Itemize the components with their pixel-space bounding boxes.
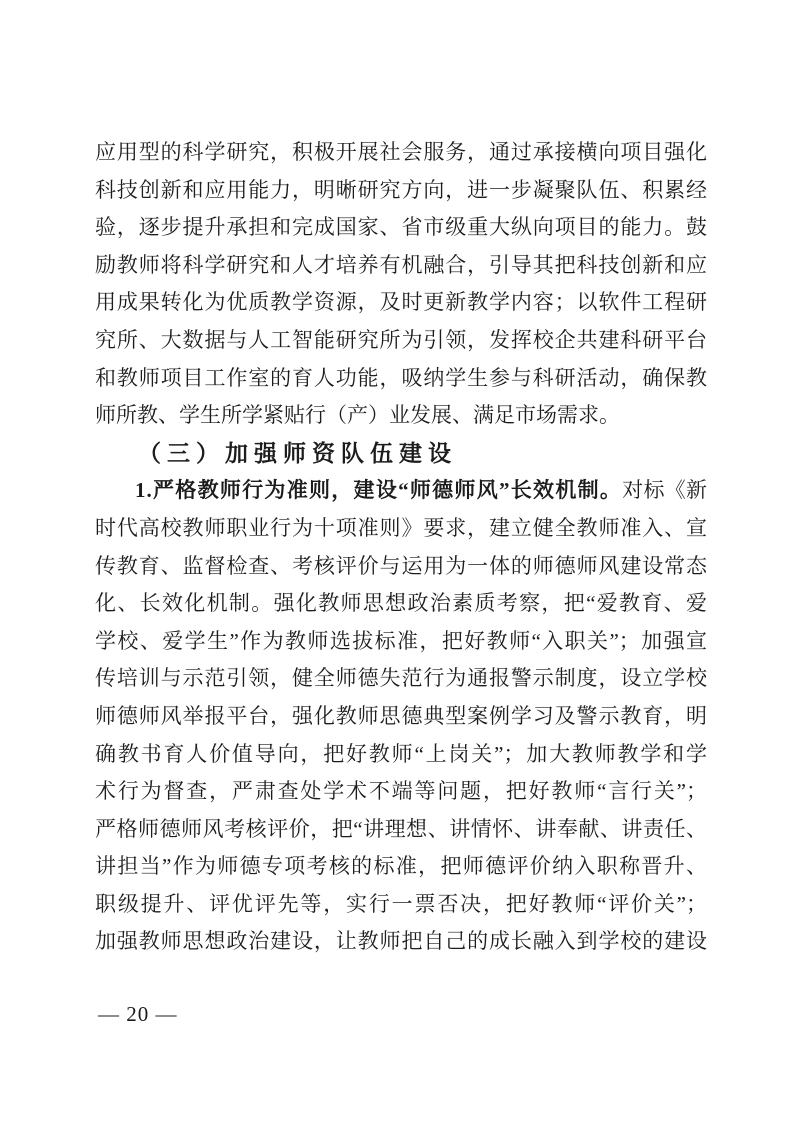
text-line	[95, 848, 707, 886]
text-line	[95, 886, 707, 924]
text-line	[95, 811, 707, 849]
bold-text: （三）加强师资队伍建设	[138, 440, 457, 466]
text-line	[95, 322, 707, 360]
text-line	[95, 698, 707, 736]
bold-text: 1.严格教师行为准则，建设“师德师风”长效机制。	[135, 478, 623, 503]
text-line	[95, 247, 707, 285]
text-line	[95, 510, 707, 548]
body-text: 用成果转化为优质教学资源，及时更新教学内容；以软件工程研	[95, 290, 707, 315]
body-text: 确教书育人价值导向，把好教师“上岗关”；加大教师教学和学	[95, 741, 707, 766]
text-line	[95, 284, 707, 322]
section-heading	[95, 435, 707, 473]
body-text: 严格师德师风考核评价，把“讲理想、讲情怀、讲奉献、讲责任、	[95, 816, 707, 841]
text-line	[95, 397, 707, 435]
text-line	[95, 360, 707, 398]
body-text: 时代高校教师职业行为十项准则》要求，建立健全教师准入、宣	[95, 515, 707, 540]
body-text: 加强教师思想政治建设，让教师把自己的成长融入到学校的建设	[95, 929, 707, 954]
text-line	[95, 472, 707, 510]
text-line	[95, 172, 707, 210]
body-text: 传培训与示范引领，健全师德失范行为通报警示制度，设立学校	[95, 666, 707, 691]
body-text: 化、长效化机制。强化教师思想政治素质考察，把“爱教育、爱	[95, 591, 707, 616]
body-text: 和教师项目工作室的育人功能，吸纳学生参与科研活动，确保教	[95, 365, 707, 390]
body-text: 究所、大数据与人工智能研究所为引领，发挥校企共建科研平台	[95, 327, 707, 352]
text-line	[95, 773, 707, 811]
text-line	[95, 623, 707, 661]
body-text: 励教师将科学研究和人才培养有机融合，引导其把科技创新和应	[95, 252, 707, 277]
text-line	[95, 209, 707, 247]
text-line	[95, 134, 707, 172]
text-line	[95, 660, 707, 698]
page-number: — 20 —	[98, 1002, 178, 1026]
text-line	[95, 548, 707, 586]
text-block	[95, 134, 707, 961]
body-text: 验，逐步提升承担和完成国家、省市级重大纵向项目的能力。鼓	[95, 215, 707, 240]
text-line	[95, 585, 707, 623]
text-line	[95, 923, 707, 961]
body-text: 师所教、学生所学紧贴行（产）业发展、满足市场需求。	[95, 403, 620, 428]
body-text: 讲担当”作为师德专项考核的标准，把师德评价纳入职称晋升、	[95, 854, 707, 879]
body-text: 职级提升、评优评先等，实行一票否决，把好教师“评价关”；	[95, 891, 707, 916]
body-text: 学校、爱学生”作为教师选拔标准，把好教师“入职关”；加强宣	[95, 628, 707, 653]
body-text: 师德师风举报平台，强化教师思德典型案例学习及警示教育，明	[95, 703, 707, 728]
body-text: 传教育、监督检查、考核评价与运用为一体的师德师风建设常态	[95, 553, 707, 578]
text-line	[95, 736, 707, 774]
body-text: 对标《新	[622, 478, 707, 503]
body-text: 科技创新和应用能力，明晰研究方向，进一步凝聚队伍、积累经	[95, 177, 707, 202]
body-text: 术行为督查，严肃查处学术不端等问题，把好教师“言行关”；	[95, 779, 707, 804]
body-text: 应用型的科学研究，积极开展社会服务，通过承接横向项目强化	[95, 140, 707, 164]
